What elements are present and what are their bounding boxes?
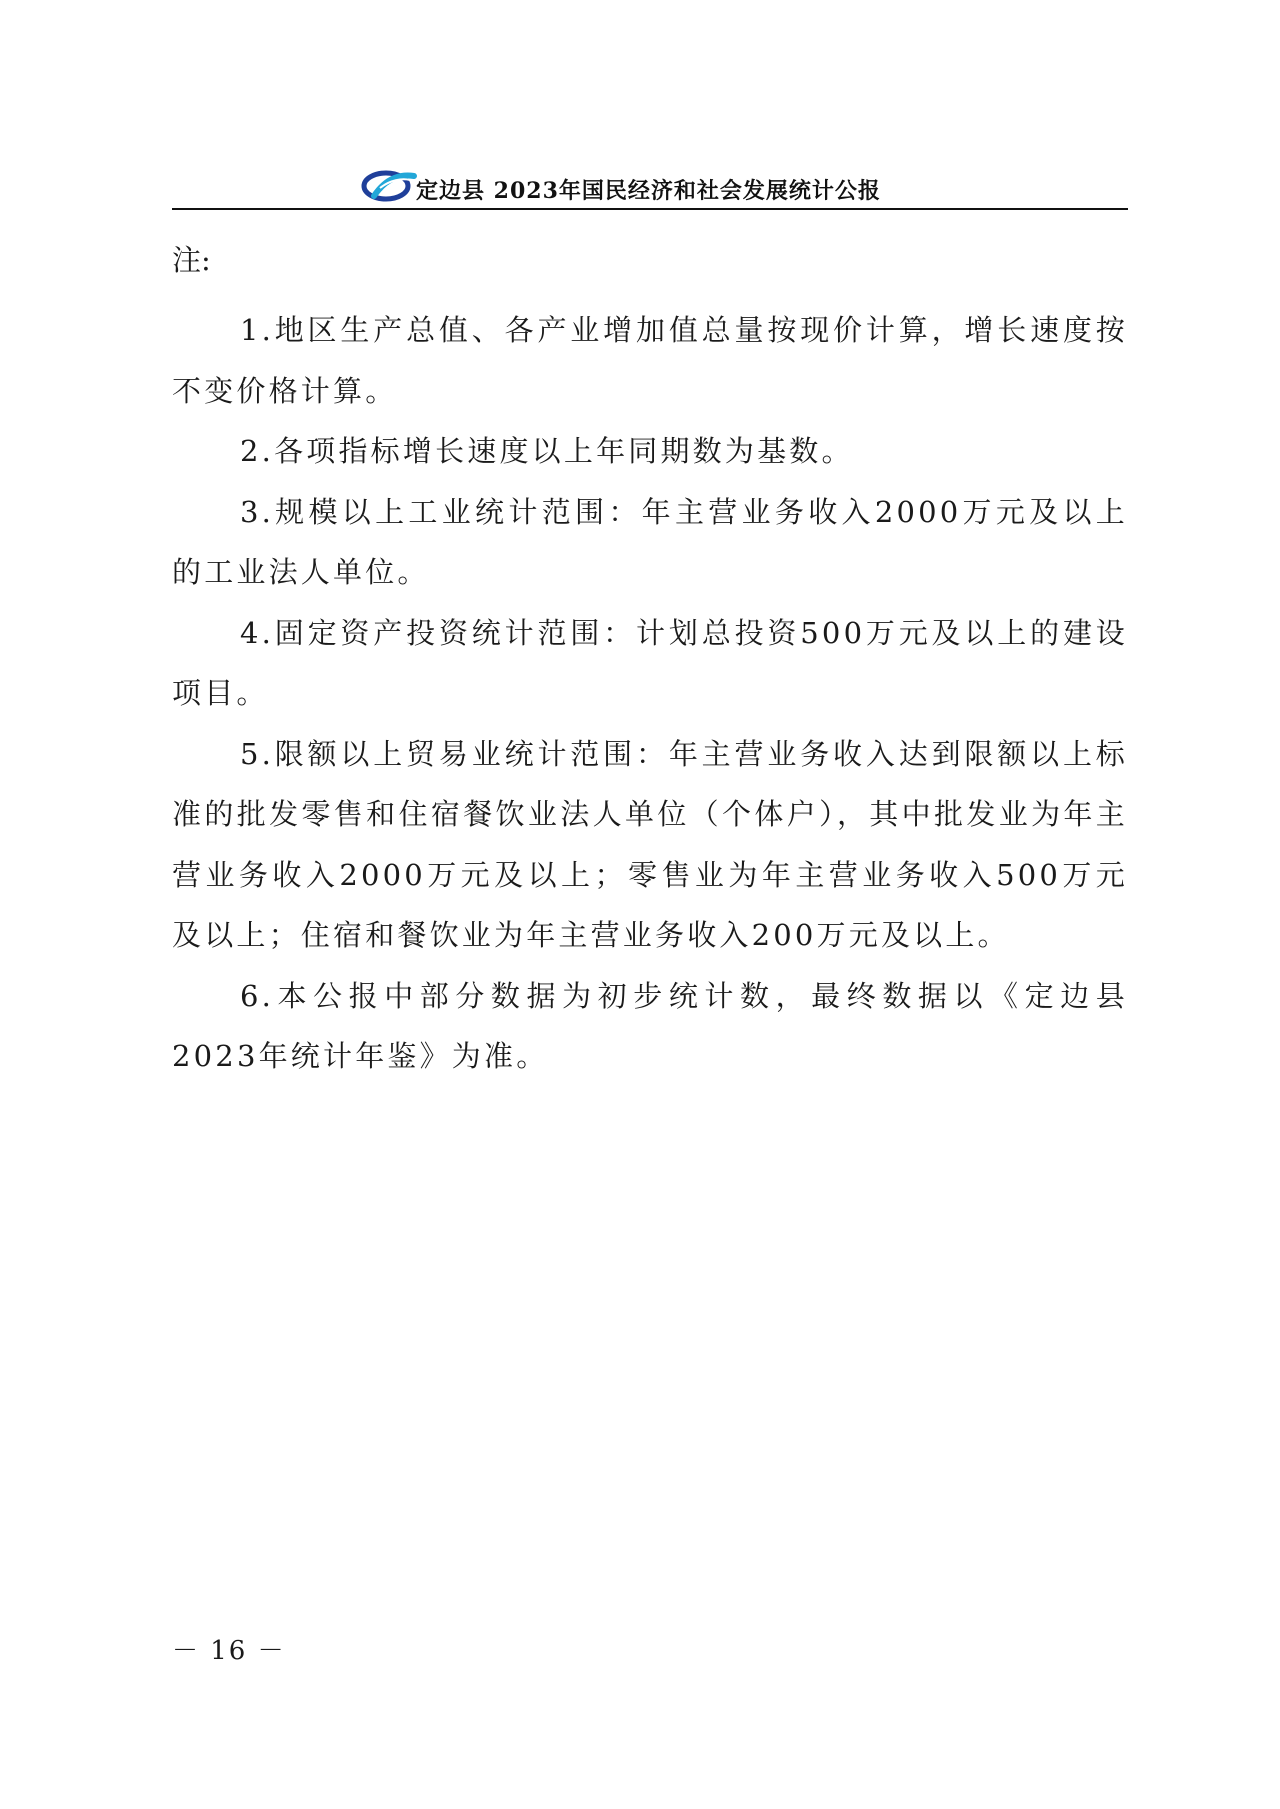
page-header [172,166,1128,210]
header-divider [172,208,1128,210]
bulletin-logo-icon [360,166,420,206]
note-item-4: 4.固定资产投资统计范围：计划总投资500万元及以上的建设项目。 [172,615,1128,710]
note-item-3: 3.规模以上工业统计范围：年主营业务收入2000万元及以上的工业法人单位。 [172,494,1128,589]
notes-section [172,240,1128,1087]
note-item-2: 2.各项指标增长速度以上年同期数为基数。 [240,434,854,468]
note-item-1: 1.地区生产总值、各产业增加值总量按现价计算，增长速度按不变价格计算。 [172,313,1128,408]
note-item-6: 6.本公报中部分数据为初步统计数，最终数据以《定边县2023年统计年鉴》为准。 [172,978,1128,1073]
note-item-5: 5.限额以上贸易业统计范围：年主营业务收入达到限额以上标准的批发零售和住宿餐饮业法人单位（个体户），其中批发业为年主营业务收入2000万元及以上；零售业为年主营业务收入500万元及以上；住宿和餐饮业为年主营业务收入200万元及以上。 [172,736,1128,952]
notes-heading: 注: [172,243,211,277]
page-number: － 16 － [172,1636,286,1666]
bulletin-title: 定边县 2023年国民经济和社会发展统计公报 [416,178,881,204]
